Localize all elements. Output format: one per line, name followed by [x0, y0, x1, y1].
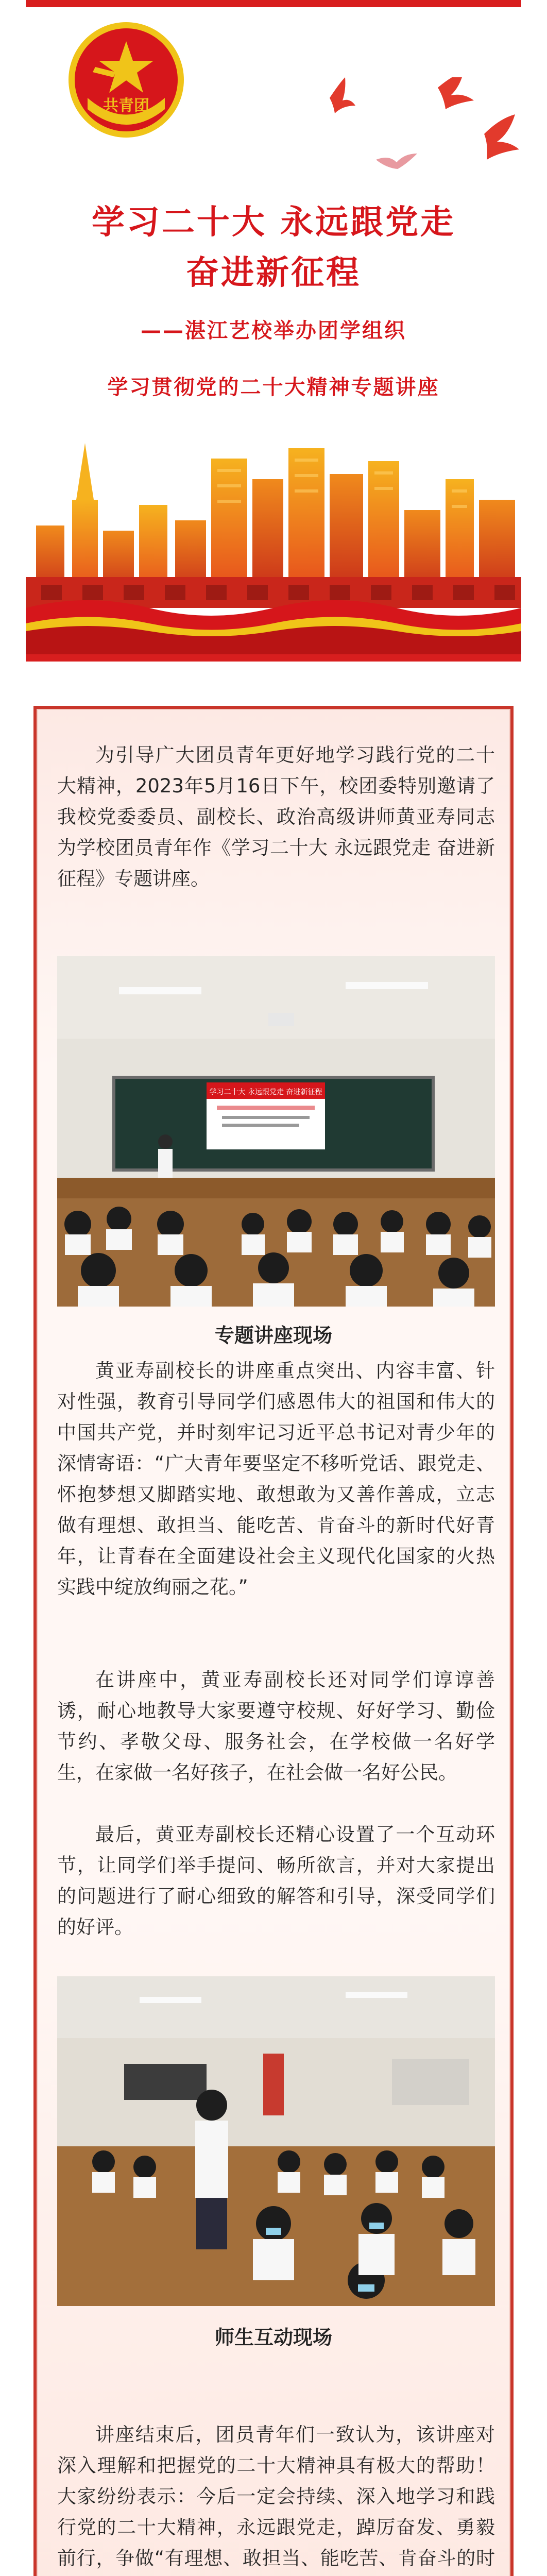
header-banner — [26, 0, 521, 670]
intro-paragraph: 为引导广大团员青年更好地学习践行党的二十大精神，2023年5月16日下午，校团委特别邀请了我校党委委员、副校长、政治高级讲师黄亚寿同志为学校团员青年作《学习二十大 永远跟党走 奋进新征程》专题讲座。 — [57, 744, 495, 890]
youth-league-emblem-icon — [67, 21, 185, 139]
content-paragraph: 黄亚寿副校长的讲座重点突出、内容丰富、针对性强，教育引导同学们感恩伟大的祖国和伟大的中国共产党，并时刻牢记习近平总书记对青少年的深情寄语：“广大青年要坚定不移听党话、跟党走、怀抱梦想又脚踏实地、敢想敢为又善作善成，立志做有理想、敢担当、能吃苦、肯奋斗的新时代好青年，让青春在全面建设社会主义现代化国家的火热实践中绽放绚丽之花。” — [57, 1360, 495, 1598]
slide-title-text: 学习二十大 永远跟党走 奋进新征程 — [209, 1088, 322, 1096]
top-red-rule — [26, 0, 521, 7]
subtitle-line-2: 学习贯彻党的二十大精神专题讲座 — [107, 376, 440, 399]
bottom-red-rule — [26, 654, 521, 662]
city-skyline-illustration — [26, 422, 521, 654]
lecture-scene-photo — [57, 956, 495, 1307]
interaction-scene-photo — [57, 1976, 495, 2306]
page-title-line-2: 奋进新征程 — [186, 254, 361, 292]
subtitle-line-1: ——湛江艺校举办团学组织 — [141, 319, 406, 343]
photo1-caption: 专题讲座现场 — [214, 1324, 332, 1347]
flying-birds-icon — [314, 77, 520, 196]
photo2-caption: 师生互动现场 — [214, 2326, 332, 2349]
article-card — [33, 706, 514, 2576]
emblem-text: 共青团 — [103, 97, 149, 115]
guidance-paragraph: 在讲座中，黄亚寿副校长还对同学们谆谆善诱，耐心地教导大家要遵守校规、好好学习、勤俭节约、孝敬父母、服务社会，在学校做一名好学生，在家做一名好孩子，在社会做一名好公民。 — [57, 1669, 495, 1784]
conclusion-paragraph: 讲座结束后，团员青年们一致认为，该讲座对深入理解和把握党的二十大精神具有极大的帮助！大家纷纷表示：今后一定会持续、深入地学习和践行党的二十大精神，永远跟党走，踔厉奋发、勇毅前行，争做“有理想、敢担当、能吃苦、肯奋斗的时 — [57, 2424, 495, 2569]
page-title-line-1: 学习二十大 永远跟党走 — [91, 204, 456, 242]
interaction-paragraph: 最后，黄亚寿副校长还精心设置了一个互动环节，让同学们举手提问、畅所欲言，并对大家提出的问题进行了耐心细致的解答和引导，深受同学们的好评。 — [57, 1823, 495, 1938]
